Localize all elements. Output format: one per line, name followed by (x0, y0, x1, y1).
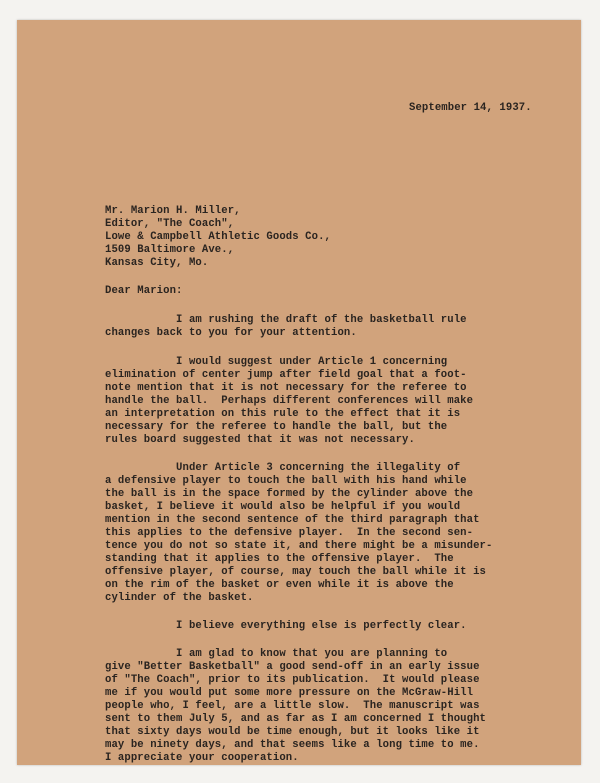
address-line-1: Mr. Marion H. Miller, (105, 205, 241, 217)
address-line-5: Kansas City, Mo. (105, 257, 209, 269)
salutation: Dear Marion: (105, 285, 183, 297)
paragraph-line: give "Better Basketball" a good send-off in an early issue (105, 661, 480, 673)
paragraph-line: I am rushing the draft of the basketball rule (105, 314, 467, 326)
paragraph-line: standing that it applies to the offensive player. The (105, 553, 454, 565)
paragraph-line: tence you do not so state it, and there might be a misunder- (105, 540, 493, 552)
paragraph-line: the ball is in the space formed by the cylinder above the (105, 488, 474, 500)
paragraph-line: that sixty days would be time enough, but it looks like it (105, 726, 480, 738)
paragraph-line: an interpretation on this rule to the effect that it is (105, 408, 461, 420)
paragraph-line: cylinder of the basket. (105, 592, 254, 604)
letter-date: September 14, 1937. (409, 102, 532, 114)
paragraph-line: handle the ball. Perhaps different conferences will make (105, 395, 474, 407)
paragraph-line: basket, I believe it would also be helpful if you would (105, 501, 461, 513)
paragraph-line: mention in the second sentence of the third paragraph that (105, 514, 480, 526)
letter-page (17, 20, 581, 765)
paragraph-line: elimination of center jump after field goal that a foot- (105, 369, 467, 381)
paragraph-line: on the rim of the basket or even while it is above the (105, 579, 454, 591)
paragraph-line: changes back to you for your attention. (105, 327, 357, 339)
paragraph-line: note mention that it is not necessary for the referee to (105, 382, 467, 394)
paragraph-line: necessary for the referee to handle the ball, but the (105, 421, 448, 433)
paragraph-line: me if you would put some more pressure on the McGraw-Hill (105, 687, 474, 699)
paragraph-line: of "The Coach", prior to its publication. It would please (105, 674, 480, 686)
paragraph-line: I believe everything else is perfectly clear. (105, 620, 467, 632)
paragraph-line: people who, I feel, are a little slow. The manuscript was (105, 700, 480, 712)
paragraph-line: Under Article 3 concerning the illegality of (105, 462, 461, 474)
paragraph-line: I would suggest under Article 1 concerning (105, 356, 448, 368)
paragraph-line: a defensive player to touch the ball with his hand while (105, 475, 467, 487)
address-line-3: Lowe & Campbell Athletic Goods Co., (105, 231, 332, 243)
paragraph-line: rules board suggested that it was not necessary. (105, 434, 415, 446)
paragraph-line: sent to them July 5, and as far as I am concerned I thought (105, 713, 486, 725)
paragraph-line: may be ninety days, and that seems like a long time to me. (105, 739, 480, 751)
address-line-2: Editor, "The Coach", (105, 218, 235, 230)
paragraph-line: this applies to the defensive player. In the second sen- (105, 527, 474, 539)
address-line-4: 1509 Baltimore Ave., (105, 244, 235, 256)
paragraph-line: I appreciate your cooperation. (105, 752, 299, 764)
paragraph-line: offensive player, of course, may touch the ball while it is (105, 566, 486, 578)
paragraph-line: I am glad to know that you are planning to (105, 648, 448, 660)
